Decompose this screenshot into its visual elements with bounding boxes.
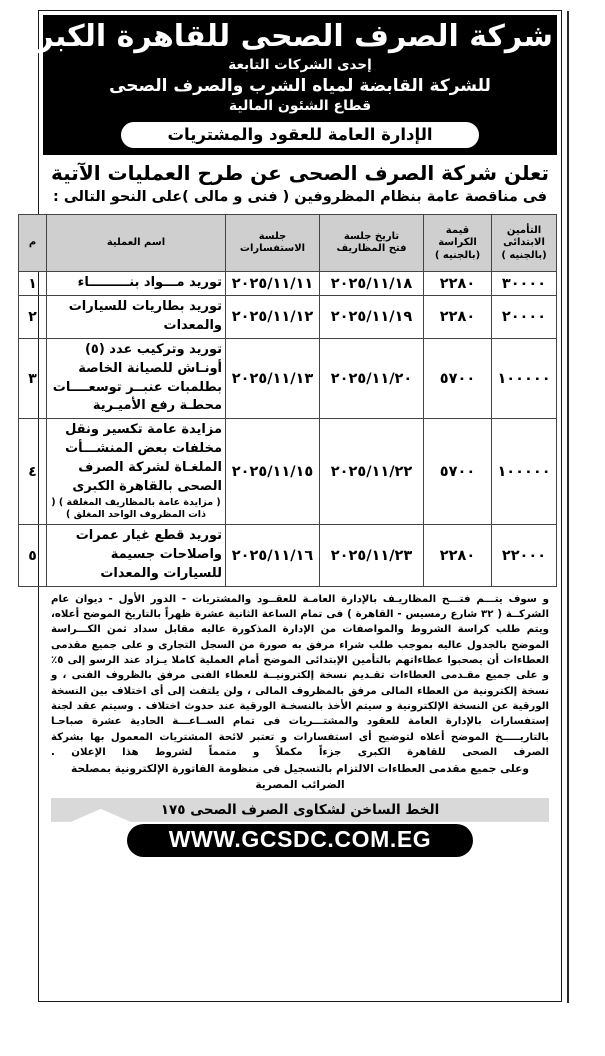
cell-inquiry-session: ٢٠٢٥/١١/١٥ xyxy=(226,419,320,525)
table-header-row xyxy=(19,215,557,272)
cell-initial-insurance: ٢٢٠٠٠ xyxy=(492,525,557,587)
masthead xyxy=(8,15,557,121)
website-banner xyxy=(43,824,557,857)
operations-table xyxy=(18,214,557,586)
header-operation-name: اسم العملية xyxy=(47,215,226,272)
cell-initial-insurance: ٢٠٠٠٠ xyxy=(492,296,557,339)
cell-operation-name: توريد بطاريات للسيارات والمعدات xyxy=(47,296,226,339)
header-serial: م xyxy=(19,215,47,272)
cell-operation-name: توريد مـــواد بنـــــــــاء xyxy=(47,272,226,296)
cell-serial: ٣ xyxy=(19,338,47,418)
masthead-subtitle-3: قطاع الشئون المالية xyxy=(228,98,372,115)
cell-envelope-open-date: ٢٠٢٥/١١/١٩ xyxy=(320,296,424,339)
cell-initial-insurance: ٣٠٠٠٠ xyxy=(492,272,557,296)
cell-booklet-price: ٥٧٠٠ xyxy=(424,338,492,418)
cell-inquiry-session: ٢٠٢٥/١١/١٦ xyxy=(226,525,320,587)
cell-envelope-open-date: ٢٠٢٥/١١/١٨ xyxy=(320,272,424,296)
terms-paragraph-2: وعلى جميع مقدمى العطاءات الالتزام بالتسجيل فى منظومة الفاتورة الإلكترونية بمصلحة الضرائب المصرية xyxy=(71,763,529,791)
announcement-line-2: فى مناقصة عامة بنظام المظروفين ( فنى و مالى )على النحو التالى : xyxy=(52,189,548,206)
cell-booklet-price: ٥٧٠٠ xyxy=(424,419,492,525)
cell-envelope-open-date: ٢٠٢٥/١١/٢٠ xyxy=(320,338,424,418)
cell-envelope-open-date: ٢٠٢٥/١١/٢٢ xyxy=(320,419,424,525)
operation-name-note: ( مزايدة عامة بالمظاريف المغلقة ) ( ذات المظروف الواحد المغلق ) xyxy=(51,496,221,521)
company-title: شركة الصرف الصحى للقاهرة الكبرى xyxy=(8,19,553,54)
masthead-subtitle-1: إحدى الشركات التابعة xyxy=(228,57,372,74)
cell-operation-name: توريد قطع غيار عمرات واصلاحات جسيمة للسيارات والمعدات xyxy=(47,525,226,587)
table-row xyxy=(19,272,557,296)
cell-serial: ٤ xyxy=(19,419,47,525)
header-envelope-open-date: تاريخ جلسة فتح المظاريف xyxy=(320,215,424,272)
table-row xyxy=(19,296,557,339)
table-head xyxy=(19,215,557,272)
cell-initial-insurance: ١٠٠٠٠٠ xyxy=(492,419,557,525)
department-pill: الإدارة العامة للعقود والمشتريات xyxy=(120,121,479,149)
operation-name-text: مزايدة عامة تكسير ونقل مخلفات بعض المنشـــأت الملغـاة لشركة الصرف الصحى بالقاهرة الكبرى xyxy=(65,422,222,494)
cell-inquiry-session: ٢٠٢٥/١١/١٣ xyxy=(226,338,320,418)
ad-content xyxy=(8,15,557,999)
website-url[interactable]: WWW.GCSDC.COM.EG xyxy=(127,824,474,857)
table-row xyxy=(19,338,557,418)
hotline-text: الخط الساخن لشكاوى الصرف الصحى ١٧٥ xyxy=(160,801,440,818)
cell-operation-name: توريد وتركيب عدد (٥) أونـاش للصيانة الخاصة بطلمبات عنبــر توسعــــات محطـة رفع الأميـرية xyxy=(47,338,226,418)
cell-serial: ٥ xyxy=(19,525,47,587)
terms-paragraph-1: و سوف يتـــم فتـــح المظاريـف بالإدارة العامـة للعقــود والمشتريات - الدور الأول - ديوان عام الشركــة ( ٣٢ شارع رمسيس - القاهرة ) فى تمام الساعة الثانية عشرة ظهراً بالتاريخ الموضح أعلاه، ويتم طلب كراسة الشروط والمواصفات من الإدارة المذكورة عاليه مقابل سداد ثمن الكـــراسة الموضح بالجدول عاليه بموجب طلب شراء مرفق به صورة من السجل التجارى و على جميع مقدمى العطاءات أن يصحبوا عطاءاتهم بالتأمين الإبتدائى الموضح أمام العملية كاملا يـزاد عند الرسو إلى ٥٪ و على جميع مقـدمى العطاءات تقـديم نسخة إلكترونيــة للعطاء الفنى مرفق بالظروف الفنى ، و نسخة إلكترونية من العطاء المالى مرفق بالمظروف المالى ، ولن يلتفت إلى أى اختلاف بين النسخة الورقية عن النسخة الإلكترونية و سيتم الأخذ بالنسخـة الورقية عند حدوث اختلاف . وسيتم عقد لجنة إستفسارات بالإدارة العامة للعقود والمشتـــريات فى تمام الســاعـــة الحادية عشرة صباحـا بالتاريـــــخ الموضح أعلاه لتوضيح أى استفسارات و تعتبر لائحة المشتريات المعمول بها بشركة الصرف الصحى للقاهرة الكبرى جزءاً مكملاً و متمماً لشروط هذا الإعلان . xyxy=(51,593,549,758)
cell-envelope-open-date: ٢٠٢٥/١١/٢٣ xyxy=(320,525,424,587)
terms-text xyxy=(51,592,549,794)
table-row xyxy=(19,419,557,525)
department-pill-wrap xyxy=(43,121,557,155)
cell-initial-insurance: ١٠٠٠٠٠ xyxy=(492,338,557,418)
cell-operation-name xyxy=(47,419,226,525)
cell-inquiry-session: ٢٠٢٥/١١/١٢ xyxy=(226,296,320,339)
cell-serial: ١ xyxy=(19,272,47,296)
ad-frame xyxy=(8,10,562,1002)
hotline-banner xyxy=(51,798,549,822)
cell-inquiry-session: ٢٠٢٥/١١/١١ xyxy=(226,272,320,296)
masthead-subtitle-2: للشركة القابضة لمياه الشرب والصرف الصحى xyxy=(109,76,491,97)
cell-serial: ٢ xyxy=(19,296,47,339)
cell-booklet-price: ٢٢٨٠ xyxy=(424,296,492,339)
announcement-block xyxy=(43,155,557,210)
header-booklet-price: قيمة الكراسة (بالجنيه ) xyxy=(424,215,492,272)
table-row xyxy=(19,525,557,587)
announcement-line-1: تعلن شركة الصرف الصحى عن طرح العمليات الآتية xyxy=(51,161,549,186)
cell-booklet-price: ٢٢٨٠ xyxy=(424,272,492,296)
table-body xyxy=(19,272,557,586)
cell-booklet-price: ٢٢٨٠ xyxy=(424,525,492,587)
header-inquiry-session: جلسة الاستفسارات xyxy=(226,215,320,272)
header-initial-insurance: التأمين الابتدائى (بالجنيه ) xyxy=(492,215,557,272)
